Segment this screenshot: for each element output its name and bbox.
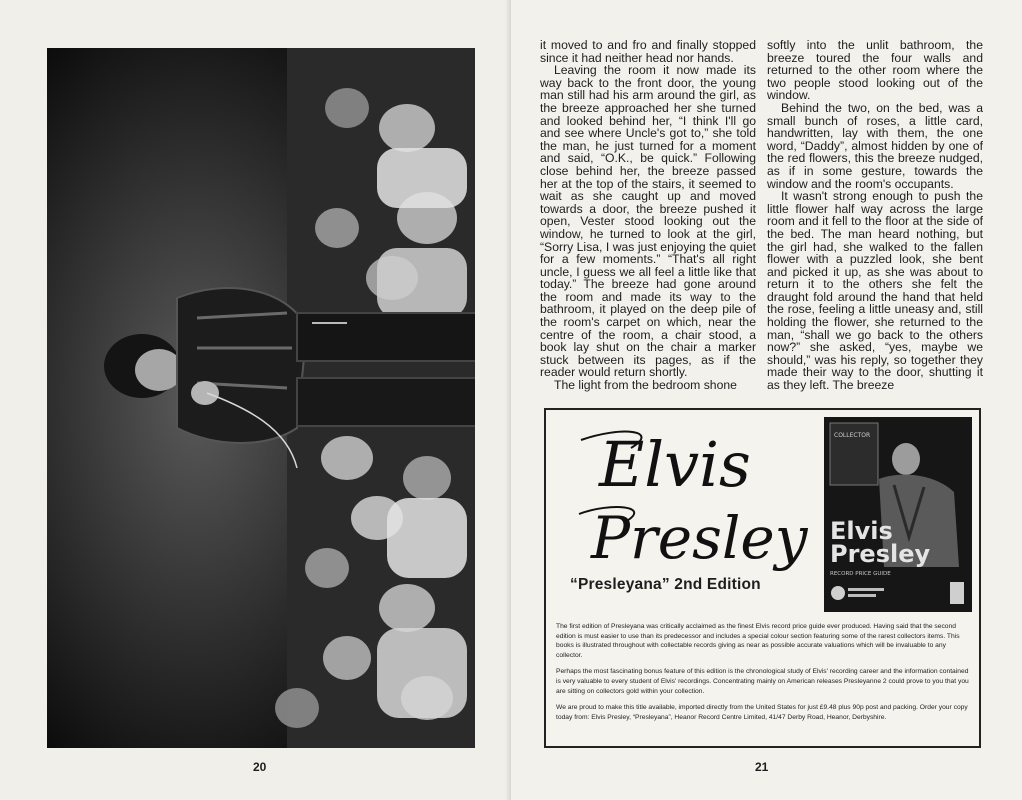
article-column-2 <box>767 39 983 401</box>
article-paragraph: softly into the unlit bathroom, the breeze toured the four walls and returned to the other room where the two people stood looking out of the window. <box>767 39 983 103</box>
advert-body <box>556 622 971 729</box>
advert-edition: “Presleyana” 2nd Edition <box>570 576 761 593</box>
concert-photo-drawing <box>47 48 475 748</box>
advert-paragraph: We are proud to make this title available, imported directly from the United States for just £9.48 plus 90p post and packing. Order your copy today from: Elvis Presley, “Presleyana”, Heanor Record Centre Limited, 41/47 Derby Road, Heanor, Derbyshire. <box>556 704 968 721</box>
advert-script-title <box>561 418 821 588</box>
article-paragraph: Behind the two, on the bed, was a small bunch of roses, a little card, handwritten, lay with them, the one word, “Daddy”, almost hidden by one of the red flowers, this the breeze nudged, as if in some gesture, towards the window and the room's occupants. <box>767 100 983 191</box>
book-cover-name-2: Presley <box>830 540 931 568</box>
page-number-left: 20 <box>253 760 267 774</box>
article-paragraph: The light from the bedroom shone <box>554 378 737 393</box>
advert-paragraph: Perhaps the most fascinating bonus feature of this edition is the chronological study of Elvis' recording career and the information contained is very valuable to every student of Elvis' recordings. Concentrating mainly on American releases Presleyanne 2 could prove to you that you are sitting on collectors gold within your collection. <box>556 668 969 695</box>
advert-paragraph: The first edition of Presleyana was critically acclaimed as the finest Elvis record price guide ever produced. Having said that the second edition is must easier to use than its predecessor and includes a special colour section featuring some of the rarest collectors items. This books is illustrated throughout with collectable records giving as near as possible accurate valuations which will be invaluable to any collector. <box>556 623 960 659</box>
article-paragraph: Leaving the room it now made its way back to the front door, the young man still had his arm around the girl, as the breeze approached her she turned and looked behind her, “I think I'll go and see where Uncle's got to,” she told the man, he just turned for a moment and said, “O.K., be quick.” Following close behind her, the breeze passed her at the top of the stairs, it seemed to wait as she caught up and moved towards a door, the breeze pushed it open, Vester stood looking out the window, he turned to look at the girl, “Sorry Lisa, I was just enjoying the quiet for a few moments.” “That's all right uncle, I guess we all feel a little like that today.” The breeze had gone around the room and made its way to the bathroom, it played on the deep pile of the room's carpet on which, near the centre of the room, a chair stood, a book lay shut on the chair a marker stuck between its pages, as if the reader would return shortly. <box>540 63 756 380</box>
advert-title-line-2: Presley <box>591 504 808 572</box>
book-cover-image <box>824 417 972 612</box>
advert-title-line-1: Elvis <box>599 428 751 501</box>
book-cover-name-1: Elvis <box>830 517 893 545</box>
presleyana-advert <box>544 408 981 748</box>
article-column-1 <box>540 39 756 401</box>
book-cover-subtitle: RECORD PRICE GUIDE <box>830 571 891 577</box>
article-paragraph: It wasn't strong enough to push the little flower half way across the large room and it fell to the floor at the side of the bed. The man heard nothing, but the girl had, she walked to the fallen flower with a puzzled look, she bent and picked it up, as she was about to return it to the others she felt the draught fold around the hand that held the rose, feeling a little uneasy and, still holding the flower, she returned to the man, “shall we go back to the others now?” she asked, “yes, maybe we should,” was his reply, so together they made their way to the door, shutting it as they left. The breeze <box>767 189 983 393</box>
article-paragraph: it moved to and fro and finally stopped since it had neither head nor hands. <box>540 39 756 65</box>
concert-photo <box>47 48 475 748</box>
page-number-right: 21 <box>755 760 769 774</box>
book-cover-top-text: COLLECTOR <box>834 432 871 439</box>
